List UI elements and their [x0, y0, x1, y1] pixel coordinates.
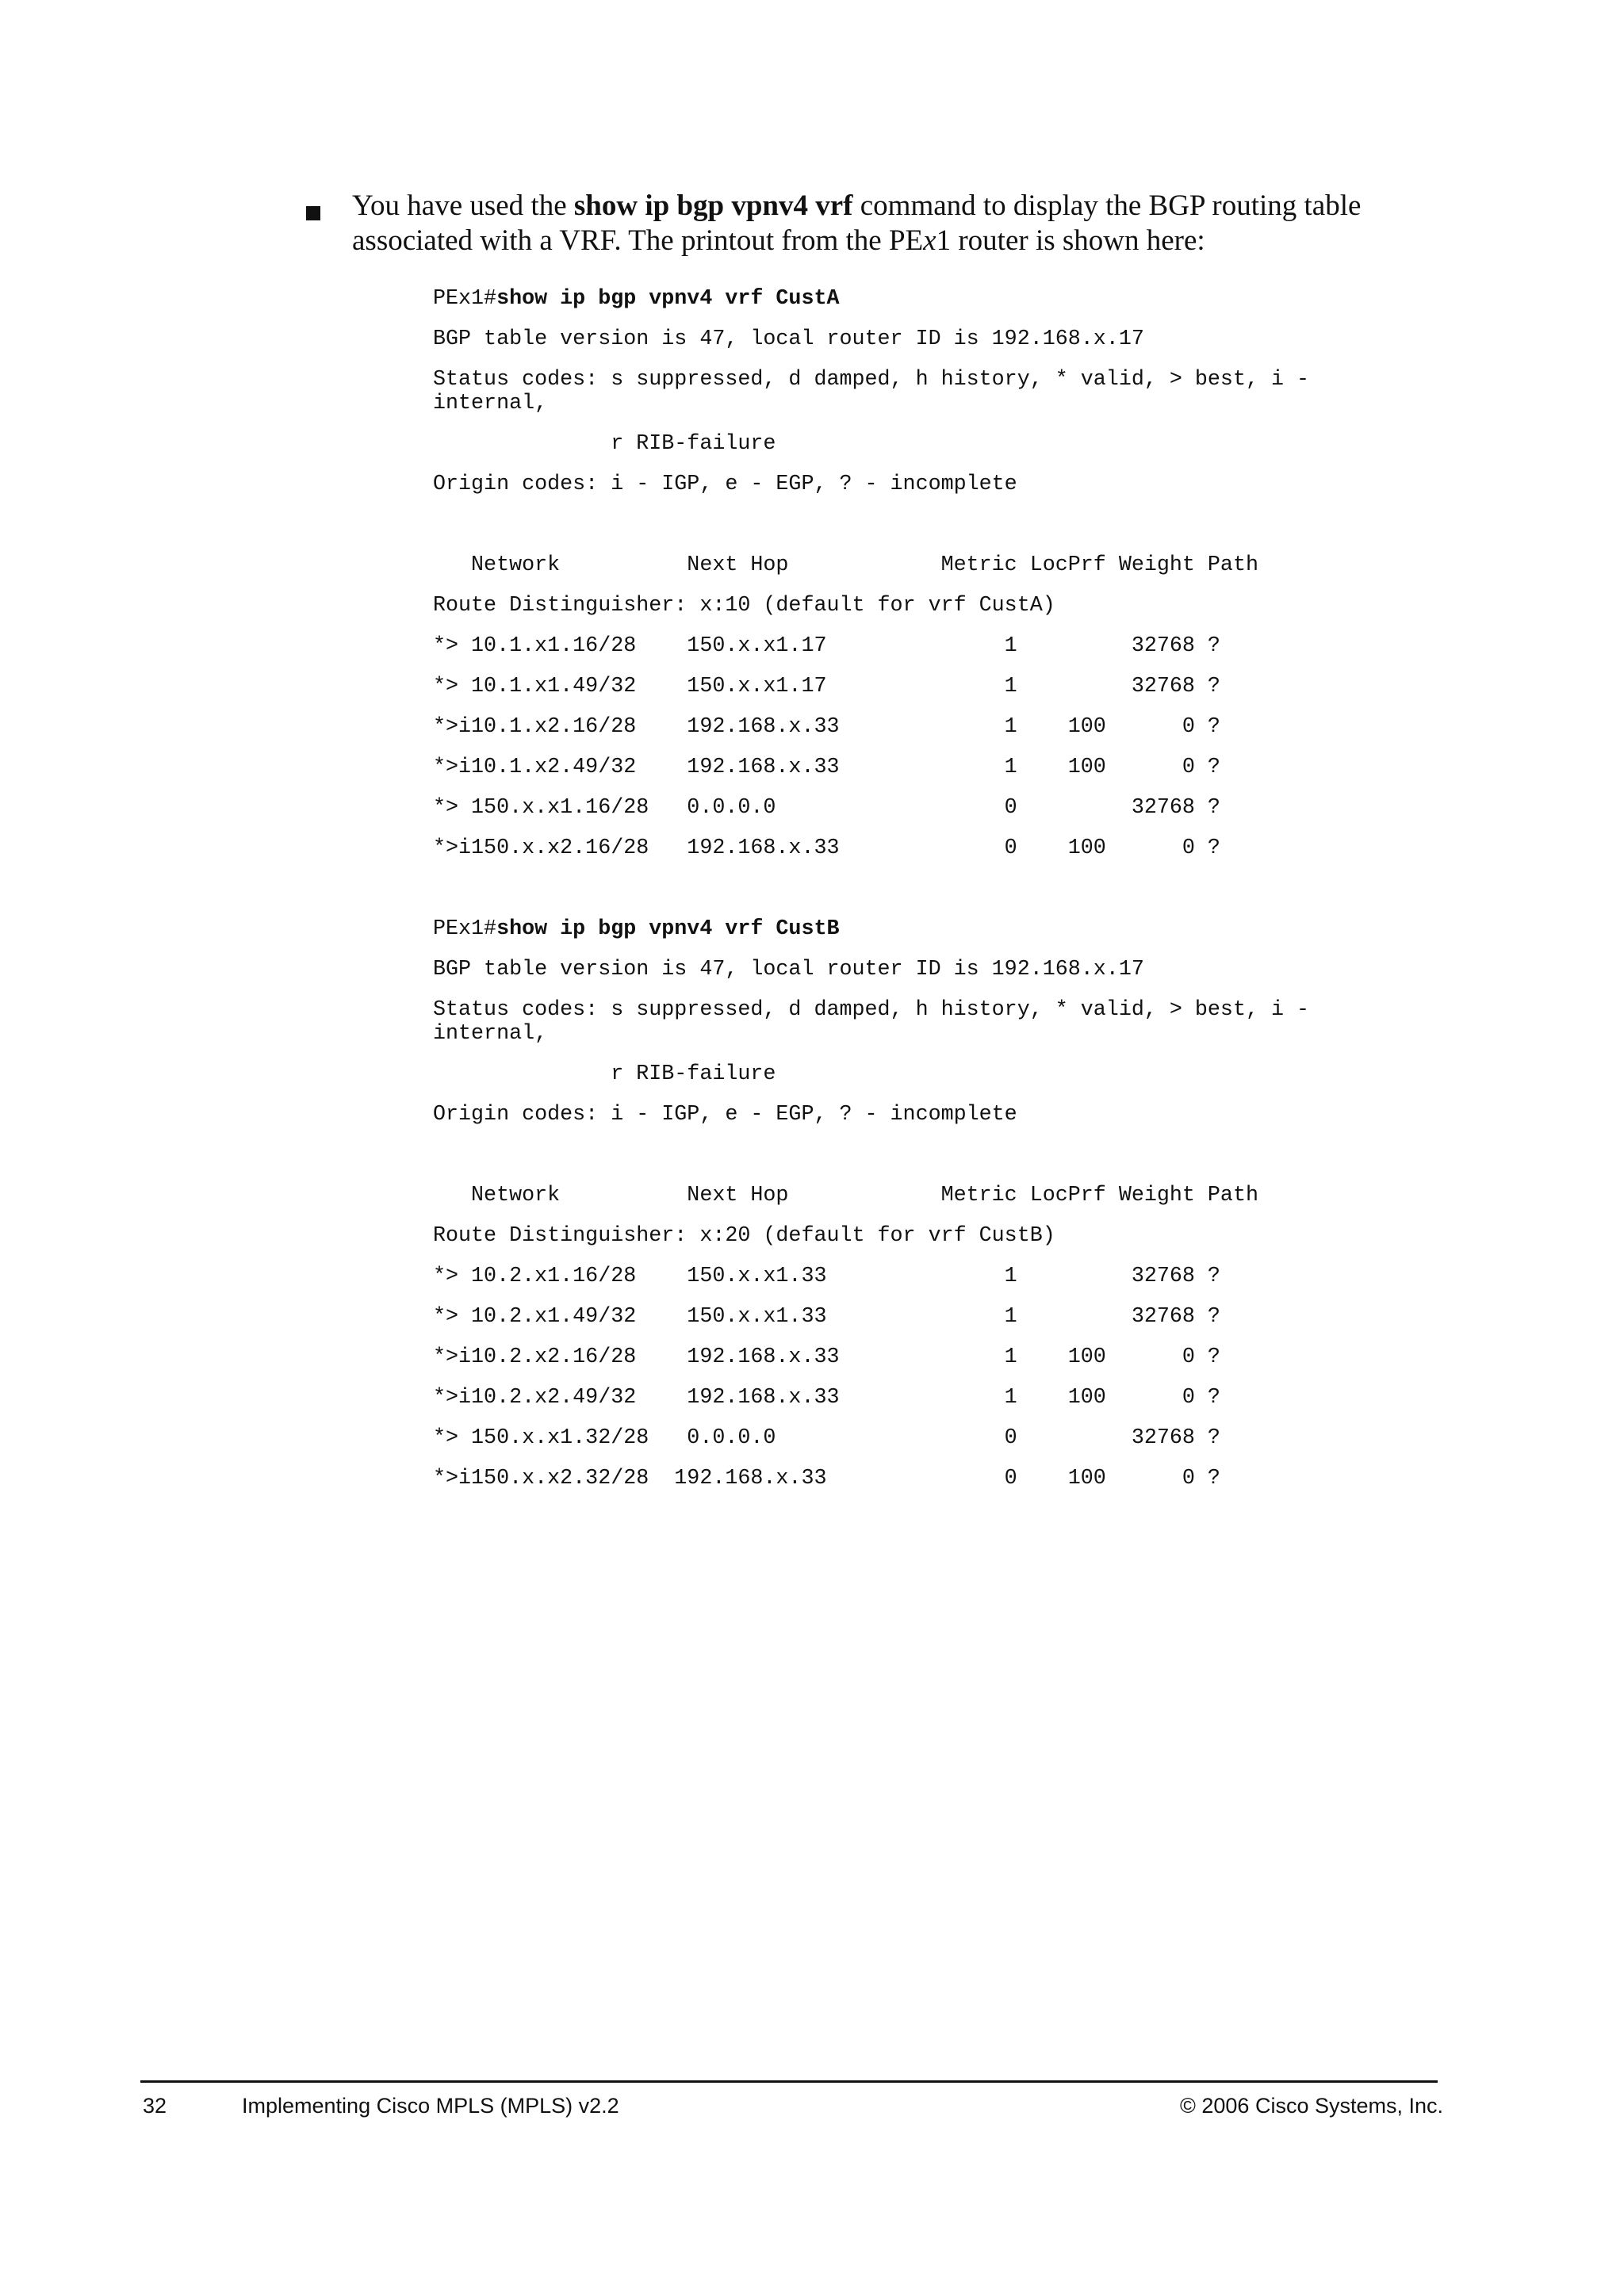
route-row: *> 10.2.x1.16/28 150.x.x1.33 1 32768 ?	[433, 1265, 1220, 1288]
route-row: *>i150.x.x2.32/28 192.168.x.33 0 100 0 ?	[433, 1467, 1220, 1490]
route-row: *>i10.2.x2.49/32 192.168.x.33 1 100 0 ?	[433, 1386, 1220, 1410]
bullet-paragraph	[352, 189, 1446, 258]
copyright: © 2006 Cisco Systems, Inc.	[1179, 2094, 1443, 2118]
route-row: *> 10.1.x1.16/28 150.x.x1.17 1 32768 ?	[433, 634, 1220, 658]
prompt-line-custb	[433, 917, 840, 941]
prompt: PEx1#	[433, 287, 497, 311]
route-row: *>i10.1.x2.49/32 192.168.x.33 1 100 0 ?	[433, 756, 1220, 779]
rib-failure-line: r RIB-failure	[433, 1062, 776, 1086]
prompt: PEx1#	[433, 917, 497, 941]
status-codes-line-cont: internal,	[433, 392, 548, 415]
status-codes-line: Status codes: s suppressed, d damped, h history, * valid, > best, i -	[433, 368, 1310, 392]
route-distinguisher-line: Route Distinguisher: x:20 (default for vrf CustB)	[433, 1224, 1055, 1248]
route-row: *> 10.2.x1.49/32 150.x.x1.33 1 32768 ?	[433, 1305, 1220, 1329]
course-title: Implementing Cisco MPLS (MPLS) v2.2	[242, 2094, 619, 2118]
table-version-line: BGP table version is 47, local router ID is 192.168.x.17	[433, 327, 1144, 351]
intro-italic-x: x	[923, 224, 936, 257]
table-header: Network Next Hop Metric LocPrf Weight Path	[433, 1184, 1258, 1207]
route-distinguisher-line: Route Distinguisher: x:10 (default for vrf CustA)	[433, 594, 1055, 618]
rib-failure-line: r RIB-failure	[433, 432, 776, 456]
square-bullet-icon	[306, 206, 320, 220]
route-row: *> 150.x.x1.16/28 0.0.0.0 0 32768 ?	[433, 796, 1220, 820]
command-text: show ip bgp vpnv4 vrf CustB	[496, 917, 840, 941]
page-number: 32	[143, 2094, 167, 2118]
route-row: *> 150.x.x1.32/28 0.0.0.0 0 32768 ?	[433, 1426, 1220, 1450]
origin-codes-line: Origin codes: i - IGP, e - EGP, ? - incomplete	[433, 473, 1017, 496]
intro-text-end: 1 router is shown here:	[936, 224, 1205, 257]
table-header: Network Next Hop Metric LocPrf Weight Path	[433, 553, 1258, 577]
prompt-line-custa	[433, 287, 840, 311]
route-row: *>i150.x.x2.16/28 192.168.x.33 0 100 0 ?	[433, 836, 1220, 860]
table-version-line: BGP table version is 47, local router ID is 192.168.x.17	[433, 958, 1144, 982]
intro-text-middle: command to display the BGP routing table associated with a VRF. The printout from the PE	[352, 189, 1362, 257]
status-codes-line-cont: internal,	[433, 1022, 548, 1046]
route-row: *> 10.1.x1.49/32 150.x.x1.17 1 32768 ?	[433, 675, 1220, 698]
intro-command: show ip bgp vpnv4 vrf	[573, 189, 853, 222]
origin-codes-line: Origin codes: i - IGP, e - EGP, ? - incomplete	[433, 1103, 1017, 1127]
command-text: show ip bgp vpnv4 vrf CustA	[496, 287, 840, 311]
status-codes-line: Status codes: s suppressed, d damped, h history, * valid, > best, i -	[433, 998, 1310, 1022]
footer-divider	[140, 2080, 1438, 2083]
route-row: *>i10.2.x2.16/28 192.168.x.33 1 100 0 ?	[433, 1345, 1220, 1369]
intro-text-start: You have used the	[352, 189, 574, 222]
route-row: *>i10.1.x2.16/28 192.168.x.33 1 100 0 ?	[433, 715, 1220, 739]
